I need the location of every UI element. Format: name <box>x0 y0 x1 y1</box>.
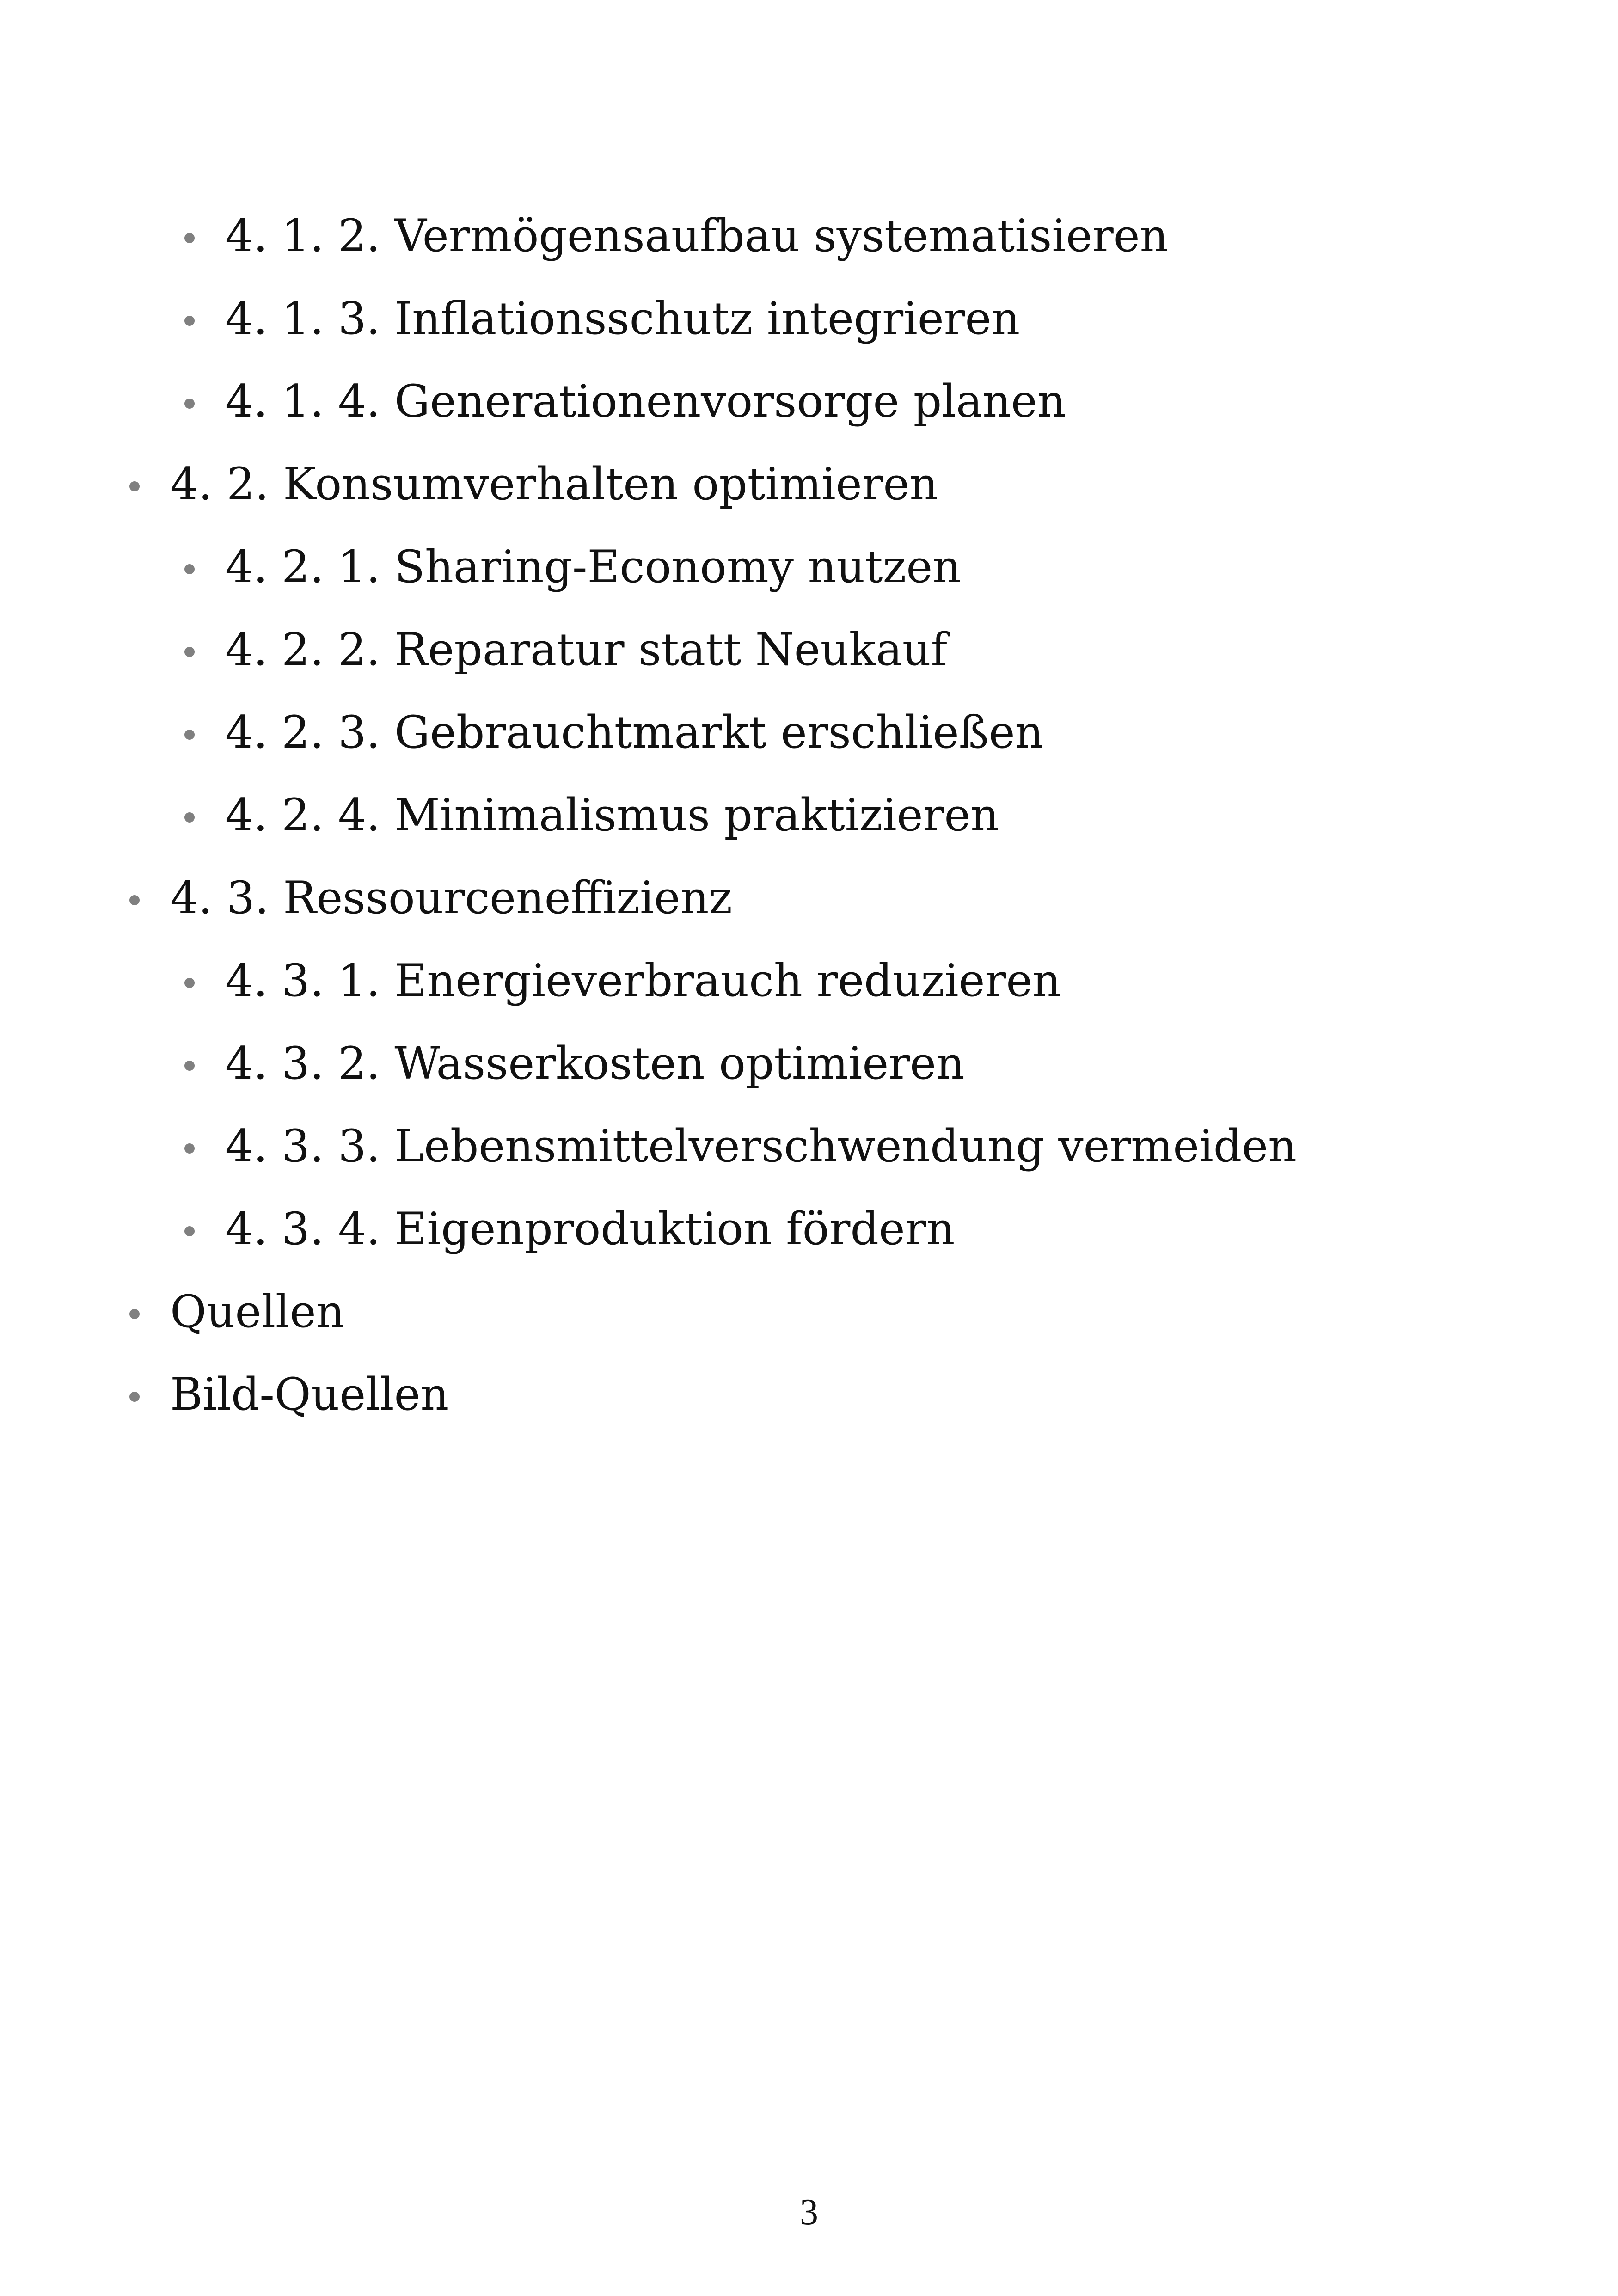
bullet-icon <box>184 1143 195 1154</box>
table-of-contents <box>0 194 1297 1436</box>
toc-entry-text: 4. 3. 2. Wasserkosten optimieren <box>225 1037 965 1089</box>
toc-section <box>0 856 1297 939</box>
bullet-icon <box>184 978 195 988</box>
toc-entry <box>0 277 1297 360</box>
toc-entry-text: 4. 3. 4. Eigenproduktion fördern <box>225 1203 955 1255</box>
toc-section-text: Bild-Quellen <box>170 1368 449 1420</box>
bullet-icon <box>184 730 195 740</box>
toc-section-text: Quellen <box>170 1285 345 1338</box>
bullet-icon <box>129 895 140 905</box>
bullet-icon <box>184 233 195 243</box>
toc-entry-text: 4. 2. 4. Minimalismus praktizieren <box>225 789 999 841</box>
bullet-icon <box>129 1309 140 1319</box>
toc-section <box>0 1270 1297 1353</box>
toc-entry-text: 4. 2. 2. Reparatur statt Neukauf <box>225 623 948 675</box>
toc-entry <box>0 360 1297 442</box>
toc-entry <box>0 939 1297 1022</box>
bullet-icon <box>184 1226 195 1236</box>
bullet-icon <box>129 481 140 491</box>
bullet-icon <box>184 647 195 657</box>
toc-entry-text: 4. 1. 2. Vermögensaufbau systematisieren <box>225 209 1169 262</box>
bullet-icon <box>184 1061 195 1071</box>
toc-entry-text: 4. 2. 1. Sharing-Economy nutzen <box>225 540 961 593</box>
toc-entry <box>0 1187 1297 1270</box>
toc-entry <box>0 691 1297 774</box>
bullet-icon <box>129 1392 140 1402</box>
bullet-icon <box>184 316 195 326</box>
toc-entry-text: 4. 3. 3. Lebensmittelverschwendung vermeiden <box>225 1120 1297 1172</box>
toc-entry-text: 4. 3. 1. Energieverbrauch reduzieren <box>225 954 1061 1007</box>
toc-entry <box>0 1105 1297 1187</box>
toc-section <box>0 442 1297 525</box>
bullet-icon <box>184 399 195 409</box>
toc-entry <box>0 194 1297 277</box>
toc-entry-text: 4. 1. 3. Inflationsschutz integrieren <box>225 292 1020 344</box>
toc-entry <box>0 608 1297 691</box>
bullet-icon <box>184 812 195 823</box>
toc-section-text: 4. 2. Konsumverhalten optimieren <box>170 458 938 510</box>
bullet-icon <box>184 564 195 574</box>
toc-section-text: 4. 3. Ressourceneffizienz <box>170 872 732 924</box>
toc-entry <box>0 774 1297 856</box>
toc-entry-text: 4. 2. 3. Gebrauchtmarkt erschließen <box>225 706 1044 758</box>
page-number: 3 <box>800 2192 818 2233</box>
toc-entry <box>0 1022 1297 1105</box>
toc-entry <box>0 525 1297 608</box>
toc-entry-text: 4. 1. 4. Generationenvorsorge planen <box>225 375 1066 427</box>
toc-section <box>0 1353 1297 1436</box>
